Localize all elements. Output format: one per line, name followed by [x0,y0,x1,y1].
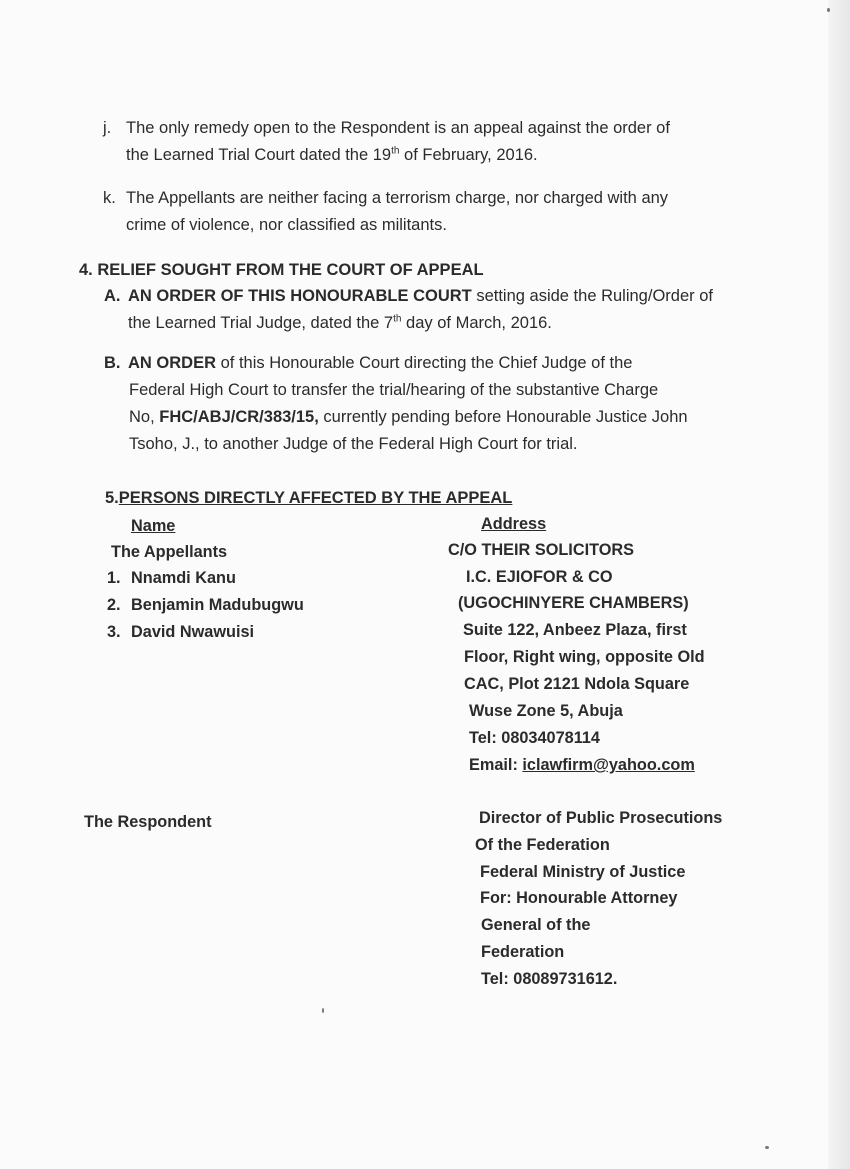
ground-j-marker: j. [103,119,112,137]
appellants-label: The Appellants [111,543,228,561]
address-tel: Tel: 08034078114 [469,729,600,747]
appellant-name: Nnamdi Kanu [131,569,236,587]
address-line: Floor, Right wing, opposite Old [464,648,705,666]
address-line: C/O THEIR SOLICITORS [448,541,635,559]
relief-b-line4: Tsoho, J., to another Judge of the Federal High Court for trial. [129,435,578,453]
address-line: Of the Federation [475,836,610,854]
ground-j-line2: the Learned Trial Court dated the 19th of February, 2016. [126,145,538,164]
ground-k-line2: crime of violence, nor classified as militants. [126,216,447,234]
address-line: For: Honourable Attorney [480,889,678,907]
address-line: Director of Public Prosecutions [479,809,723,827]
address-tel: Tel: 08089731612. [481,970,618,988]
appellant-name: Benjamin Madubugwu [131,596,304,614]
relief-a-line2: the Learned Trial Judge, dated the 7th day of March, 2016. [128,313,552,332]
address-line: (UGOCHINYERE CHAMBERS) [458,594,689,612]
relief-b-marker: B. [104,354,121,372]
address-column-header: Address [481,515,547,533]
address-line: CAC, Plot 2121 Ndola Square [464,675,690,693]
ground-j-line1: The only remedy open to the Respondent is an appeal against the order of [126,119,670,137]
list-item-number: 3. [107,623,121,641]
relief-heading: 4. RELIEF SOUGHT FROM THE COURT OF APPEAL [79,261,484,279]
address-line: General of the [481,916,591,934]
relief-a-line1: AN ORDER OF THIS HONOURABLE COURT setting aside the Ruling/Order of [128,287,713,305]
scan-speck [322,1008,324,1013]
address-email: Email: iclawfirm@yahoo.com [469,756,695,774]
ground-k-line1: The Appellants are neither facing a terrorism charge, nor charged with any [126,189,669,207]
relief-a-marker: A. [104,287,121,305]
address-line: Federal Ministry of Justice [480,863,686,881]
ground-k-marker: k. [103,189,116,207]
relief-b-line1: AN ORDER of this Honourable Court directing the Chief Judge of the [128,354,633,372]
page-edge [828,0,850,1169]
list-item-number: 2. [107,596,121,614]
address-line: Wuse Zone 5, Abuja [469,702,623,720]
address-line: I.C. EJIOFOR & CO [466,568,613,586]
appellant-name: David Nwawuisi [131,623,255,641]
address-line: Federation [481,943,565,961]
name-column-header: Name [131,517,176,535]
email-link[interactable]: iclawfirm@yahoo.com [522,756,695,774]
list-item-number: 1. [107,569,121,587]
relief-b-line3: No, FHC/ABJ/CR/383/15, currently pending before Honourable Justice John [129,408,688,426]
scan-speck [827,8,830,12]
persons-heading: 5.PERSONS DIRECTLY AFFECTED BY THE APPEAL [105,489,513,507]
respondent-label: The Respondent [84,813,212,831]
relief-b-line2: Federal High Court to transfer the trial/hearing of the substantive Charge [129,381,659,399]
address-line: Suite 122, Anbeez Plaza, first [463,621,687,639]
scan-speck [765,1146,769,1149]
